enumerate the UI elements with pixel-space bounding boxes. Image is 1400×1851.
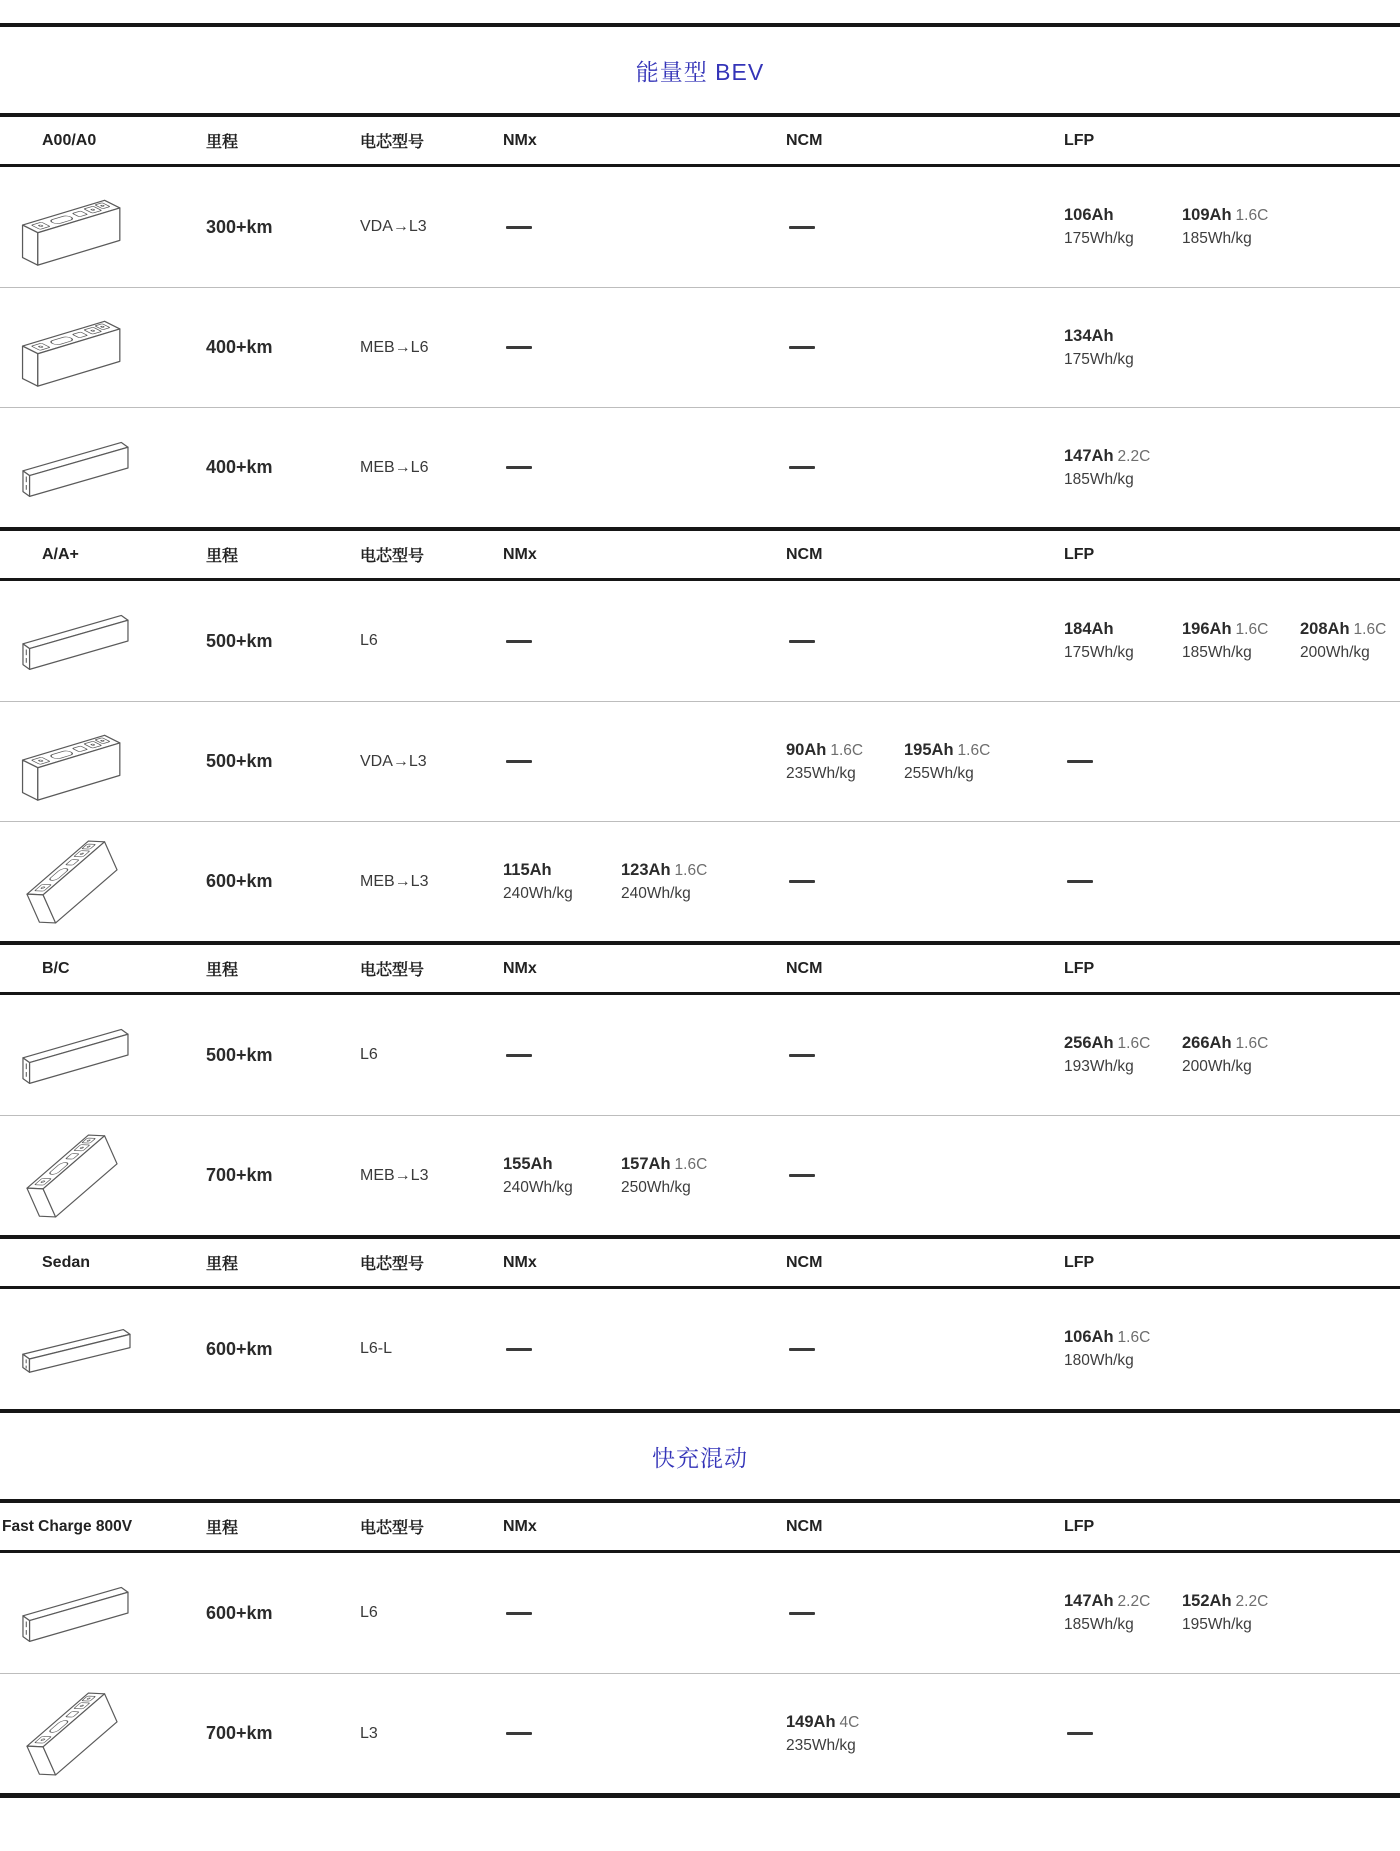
nmx-spec	[621, 861, 739, 903]
range-value: 600+km	[206, 1602, 273, 1623]
battery-icon-cell	[0, 1687, 206, 1781]
c-rate-value: 1.6C	[830, 741, 864, 759]
cell-model: L6	[360, 1046, 378, 1063]
energy-density-value: 185Wh/kg	[1064, 1616, 1134, 1633]
nmx-none-dash	[506, 760, 532, 763]
capacity-value: 106Ah 1.6C	[1064, 1328, 1151, 1346]
energy-density-value: 235Wh/kg	[786, 764, 856, 782]
section-rows	[0, 1289, 1400, 1409]
energy-density-value: 175Wh/kg	[1064, 230, 1134, 247]
c-rate-value: 2.2C	[1235, 1593, 1269, 1610]
ncm-none-dash	[789, 640, 815, 643]
capacity-value: 256Ah 1.6C	[1064, 1034, 1151, 1052]
lfp-spec	[1064, 1592, 1182, 1634]
range-value: 700+km	[206, 1165, 273, 1185]
energy-density-value: 200Wh/kg	[1182, 1058, 1252, 1075]
cell-model: L6-L	[360, 1340, 393, 1357]
battery-icon-cell	[0, 183, 206, 271]
ncm-none-dash	[789, 466, 815, 469]
section-rows	[0, 995, 1400, 1235]
prismatic-cell-diagonal-icon	[13, 835, 131, 929]
capacity-value: 266Ah 1.6C	[1182, 1034, 1269, 1052]
section-header-a-aplus	[0, 527, 1400, 581]
energy-density-value: 200Wh/kg	[1300, 644, 1370, 661]
energy-density-value: 193Wh/kg	[1064, 1058, 1134, 1075]
energy-density-value: 180Wh/kg	[1064, 1352, 1134, 1369]
nmx-none-dash	[506, 226, 532, 229]
column-header-model: 电芯型号	[360, 1520, 425, 1537]
column-header-nmx: NMx	[503, 131, 537, 149]
column-header-nmx: NMx	[503, 545, 537, 563]
c-rate-value: 1.6C	[1235, 621, 1269, 638]
nmx-none-dash	[506, 1732, 532, 1735]
lfp-none-dash	[1067, 760, 1093, 763]
lfp-spec	[1064, 1328, 1182, 1370]
capacity-value: 157Ah 1.6C	[621, 1154, 708, 1173]
fast-charge-table	[0, 1499, 1400, 1798]
column-header-range: 里程	[206, 548, 239, 565]
battery-row	[0, 1115, 1400, 1235]
column-header-nmx: NMx	[503, 959, 537, 977]
battery-icon-cell	[0, 433, 206, 503]
column-header-range: 里程	[206, 1256, 239, 1273]
column-header-model: 电芯型号	[360, 548, 425, 565]
energy-density-value: 235Wh/kg	[786, 1736, 856, 1754]
flat-blade-cell-icon	[13, 1322, 137, 1377]
battery-icon-cell	[0, 1020, 206, 1090]
c-rate-value: 1.6C	[674, 861, 708, 879]
energy-density-value: 175Wh/kg	[1064, 350, 1134, 368]
capacity-value: 106Ah	[1064, 206, 1114, 224]
capacity-value: 115Ah	[503, 860, 552, 879]
range-value: 400+km	[206, 337, 273, 357]
prismatic-cell-icon	[13, 183, 137, 271]
lfp-spec	[1064, 327, 1182, 369]
lfp-spec	[1182, 1592, 1300, 1634]
lfp-spec	[1064, 620, 1182, 662]
range-value: 300+km	[206, 216, 273, 237]
ncm-none-dash	[789, 1348, 815, 1351]
column-header-model: 电芯型号	[360, 134, 425, 151]
bev-table	[0, 113, 1400, 1413]
range-value: 700+km	[206, 1723, 273, 1743]
nmx-none-dash	[506, 466, 532, 469]
cell-model: L3	[360, 1724, 378, 1742]
range-value: 500+km	[206, 630, 273, 651]
prismatic-cell-diagonal-icon	[13, 1129, 131, 1223]
cell-model: MEB→L6	[360, 338, 429, 356]
battery-row	[0, 821, 1400, 941]
section-label: Fast Charge 800V	[2, 1517, 133, 1535]
column-header-lfp: LFP	[1064, 959, 1095, 977]
energy-density-value: 255Wh/kg	[904, 764, 974, 782]
bev-title-band	[0, 27, 1400, 113]
capacity-value: 90Ah 1.6C	[786, 740, 864, 759]
c-rate-value: 1.6C	[1353, 621, 1387, 638]
cell-model: MEB→L3	[360, 872, 429, 890]
c-rate-value: 2.2C	[1117, 447, 1151, 465]
section-label: A00/A0	[42, 131, 97, 149]
lfp-spec	[1300, 620, 1400, 662]
battery-icon-cell	[0, 718, 206, 806]
column-header-model: 电芯型号	[360, 1256, 425, 1273]
nmx-none-dash	[506, 640, 532, 643]
battery-row	[0, 1673, 1400, 1793]
capacity-value: 109Ah 1.6C	[1182, 206, 1269, 224]
lfp-spec	[1182, 620, 1300, 662]
column-header-lfp: LFP	[1064, 545, 1095, 563]
lfp-none-dash	[1067, 880, 1093, 883]
range-value: 500+km	[206, 1044, 273, 1065]
energy-density-value: 185Wh/kg	[1064, 470, 1134, 488]
section-header-b-c	[0, 941, 1400, 995]
energy-density-value: 195Wh/kg	[1182, 1616, 1252, 1633]
battery-row	[0, 287, 1400, 407]
battery-row	[0, 581, 1400, 701]
c-rate-value: 1.6C	[1117, 1035, 1151, 1052]
ncm-none-dash	[789, 226, 815, 229]
ncm-none-dash	[789, 1174, 815, 1177]
c-rate-value: 1.6C	[1235, 207, 1269, 224]
cell-model: VDA→L3	[360, 752, 427, 770]
section-header-a00-a0	[0, 113, 1400, 167]
column-header-range: 里程	[206, 962, 239, 979]
ncm-none-dash	[789, 346, 815, 349]
column-header-ncm: NCM	[786, 131, 823, 149]
nmx-none-dash	[506, 1054, 532, 1057]
section-label: A/A+	[42, 545, 79, 563]
battery-icon-cell	[0, 1578, 206, 1648]
nmx-none-dash	[506, 346, 532, 349]
prismatic-cell-icon	[13, 304, 137, 392]
blade-cell-icon	[13, 433, 137, 503]
hybrid-title-band	[0, 1413, 1400, 1499]
column-header-nmx: NMx	[503, 1253, 537, 1271]
capacity-value: 134Ah	[1064, 326, 1114, 345]
section-header-fast-charge	[0, 1499, 1400, 1553]
nmx-spec	[503, 861, 621, 903]
section-rows	[0, 1553, 1400, 1793]
battery-row	[0, 1289, 1400, 1409]
battery-row	[0, 701, 1400, 821]
capacity-value: 147Ah 2.2C	[1064, 446, 1151, 465]
ncm-none-dash	[789, 1054, 815, 1057]
energy-density-value: 185Wh/kg	[1182, 230, 1252, 247]
battery-row	[0, 995, 1400, 1115]
battery-icon-cell	[0, 1129, 206, 1223]
capacity-value: 196Ah 1.6C	[1182, 620, 1269, 638]
column-header-ncm: NCM	[786, 1517, 823, 1535]
column-header-model: 电芯型号	[360, 962, 425, 979]
energy-density-value: 250Wh/kg	[621, 1178, 691, 1196]
nmx-spec	[503, 1155, 621, 1197]
range-value: 400+km	[206, 457, 273, 477]
column-header-range: 里程	[206, 1520, 239, 1537]
ncm-spec	[786, 1713, 904, 1755]
section-label: Sedan	[42, 1253, 91, 1271]
battery-icon-cell	[0, 835, 206, 929]
section-header-sedan	[0, 1235, 1400, 1289]
ncm-none-dash	[789, 1612, 815, 1615]
prismatic-cell-diagonal-icon	[13, 1687, 131, 1781]
ncm-none-dash	[789, 880, 815, 883]
column-header-ncm: NCM	[786, 1253, 823, 1271]
capacity-value: 184Ah	[1064, 620, 1114, 638]
blade-cell-icon	[13, 606, 137, 676]
c-rate-value: 2.2C	[1117, 1593, 1151, 1610]
range-value: 600+km	[206, 871, 273, 891]
nmx-none-dash	[506, 1348, 532, 1351]
section-label: B/C	[42, 959, 70, 977]
capacity-value: 147Ah 2.2C	[1064, 1592, 1151, 1610]
c-rate-value: 1.6C	[957, 741, 991, 759]
lfp-none-dash	[1067, 1732, 1093, 1735]
capacity-value: 155Ah	[503, 1154, 553, 1173]
prismatic-cell-icon	[13, 718, 137, 806]
nmx-none-dash	[506, 1612, 532, 1615]
range-value: 500+km	[206, 751, 273, 771]
column-header-lfp: LFP	[1064, 1517, 1095, 1535]
energy-density-value: 185Wh/kg	[1182, 644, 1252, 661]
column-header-lfp: LFP	[1064, 1253, 1095, 1271]
energy-density-value: 240Wh/kg	[503, 884, 573, 902]
blade-cell-icon	[13, 1020, 137, 1090]
capacity-value: 195Ah 1.6C	[904, 740, 991, 759]
section-rows	[0, 167, 1400, 527]
capacity-value: 152Ah 2.2C	[1182, 1592, 1269, 1610]
energy-density-value: 240Wh/kg	[503, 1178, 573, 1196]
battery-row	[0, 167, 1400, 287]
cell-model: L6	[360, 632, 378, 649]
section-rows	[0, 581, 1400, 941]
ncm-spec	[904, 741, 1022, 783]
battery-icon-cell	[0, 606, 206, 676]
c-rate-value: 1.6C	[1117, 1329, 1151, 1346]
battery-icon-cell	[0, 304, 206, 392]
battery-icon-cell	[0, 1322, 206, 1377]
battery-row	[0, 1553, 1400, 1673]
capacity-value: 123Ah 1.6C	[621, 860, 708, 879]
cell-model: MEB→L6	[360, 458, 429, 476]
column-header-range: 里程	[206, 134, 239, 151]
nmx-spec	[621, 1155, 739, 1197]
blade-cell-icon	[13, 1578, 137, 1648]
c-rate-value: 1.6C	[674, 1155, 708, 1173]
energy-density-value: 175Wh/kg	[1064, 644, 1134, 661]
c-rate-value: 4C	[839, 1713, 860, 1731]
lfp-spec	[1064, 206, 1182, 248]
bev-section-title: 能量型 BEV	[635, 58, 765, 85]
cell-model: MEB→L3	[360, 1166, 429, 1184]
hybrid-section-title: 快充混动	[652, 1444, 748, 1471]
column-header-ncm: NCM	[786, 545, 823, 563]
lfp-spec	[1064, 447, 1182, 489]
lfp-spec	[1064, 1034, 1182, 1076]
cell-model: L6	[360, 1604, 378, 1621]
lfp-spec	[1182, 206, 1300, 248]
battery-row	[0, 407, 1400, 527]
range-value: 600+km	[206, 1338, 273, 1359]
column-header-nmx: NMx	[503, 1517, 537, 1535]
capacity-value: 149Ah 4C	[786, 1712, 860, 1731]
energy-density-value: 240Wh/kg	[621, 884, 691, 902]
capacity-value: 208Ah 1.6C	[1300, 620, 1387, 638]
column-header-lfp: LFP	[1064, 131, 1095, 149]
ncm-spec	[786, 741, 904, 783]
c-rate-value: 1.6C	[1235, 1035, 1269, 1052]
cell-model: VDA→L3	[360, 218, 427, 235]
column-header-ncm: NCM	[786, 959, 823, 977]
lfp-spec	[1182, 1034, 1300, 1076]
